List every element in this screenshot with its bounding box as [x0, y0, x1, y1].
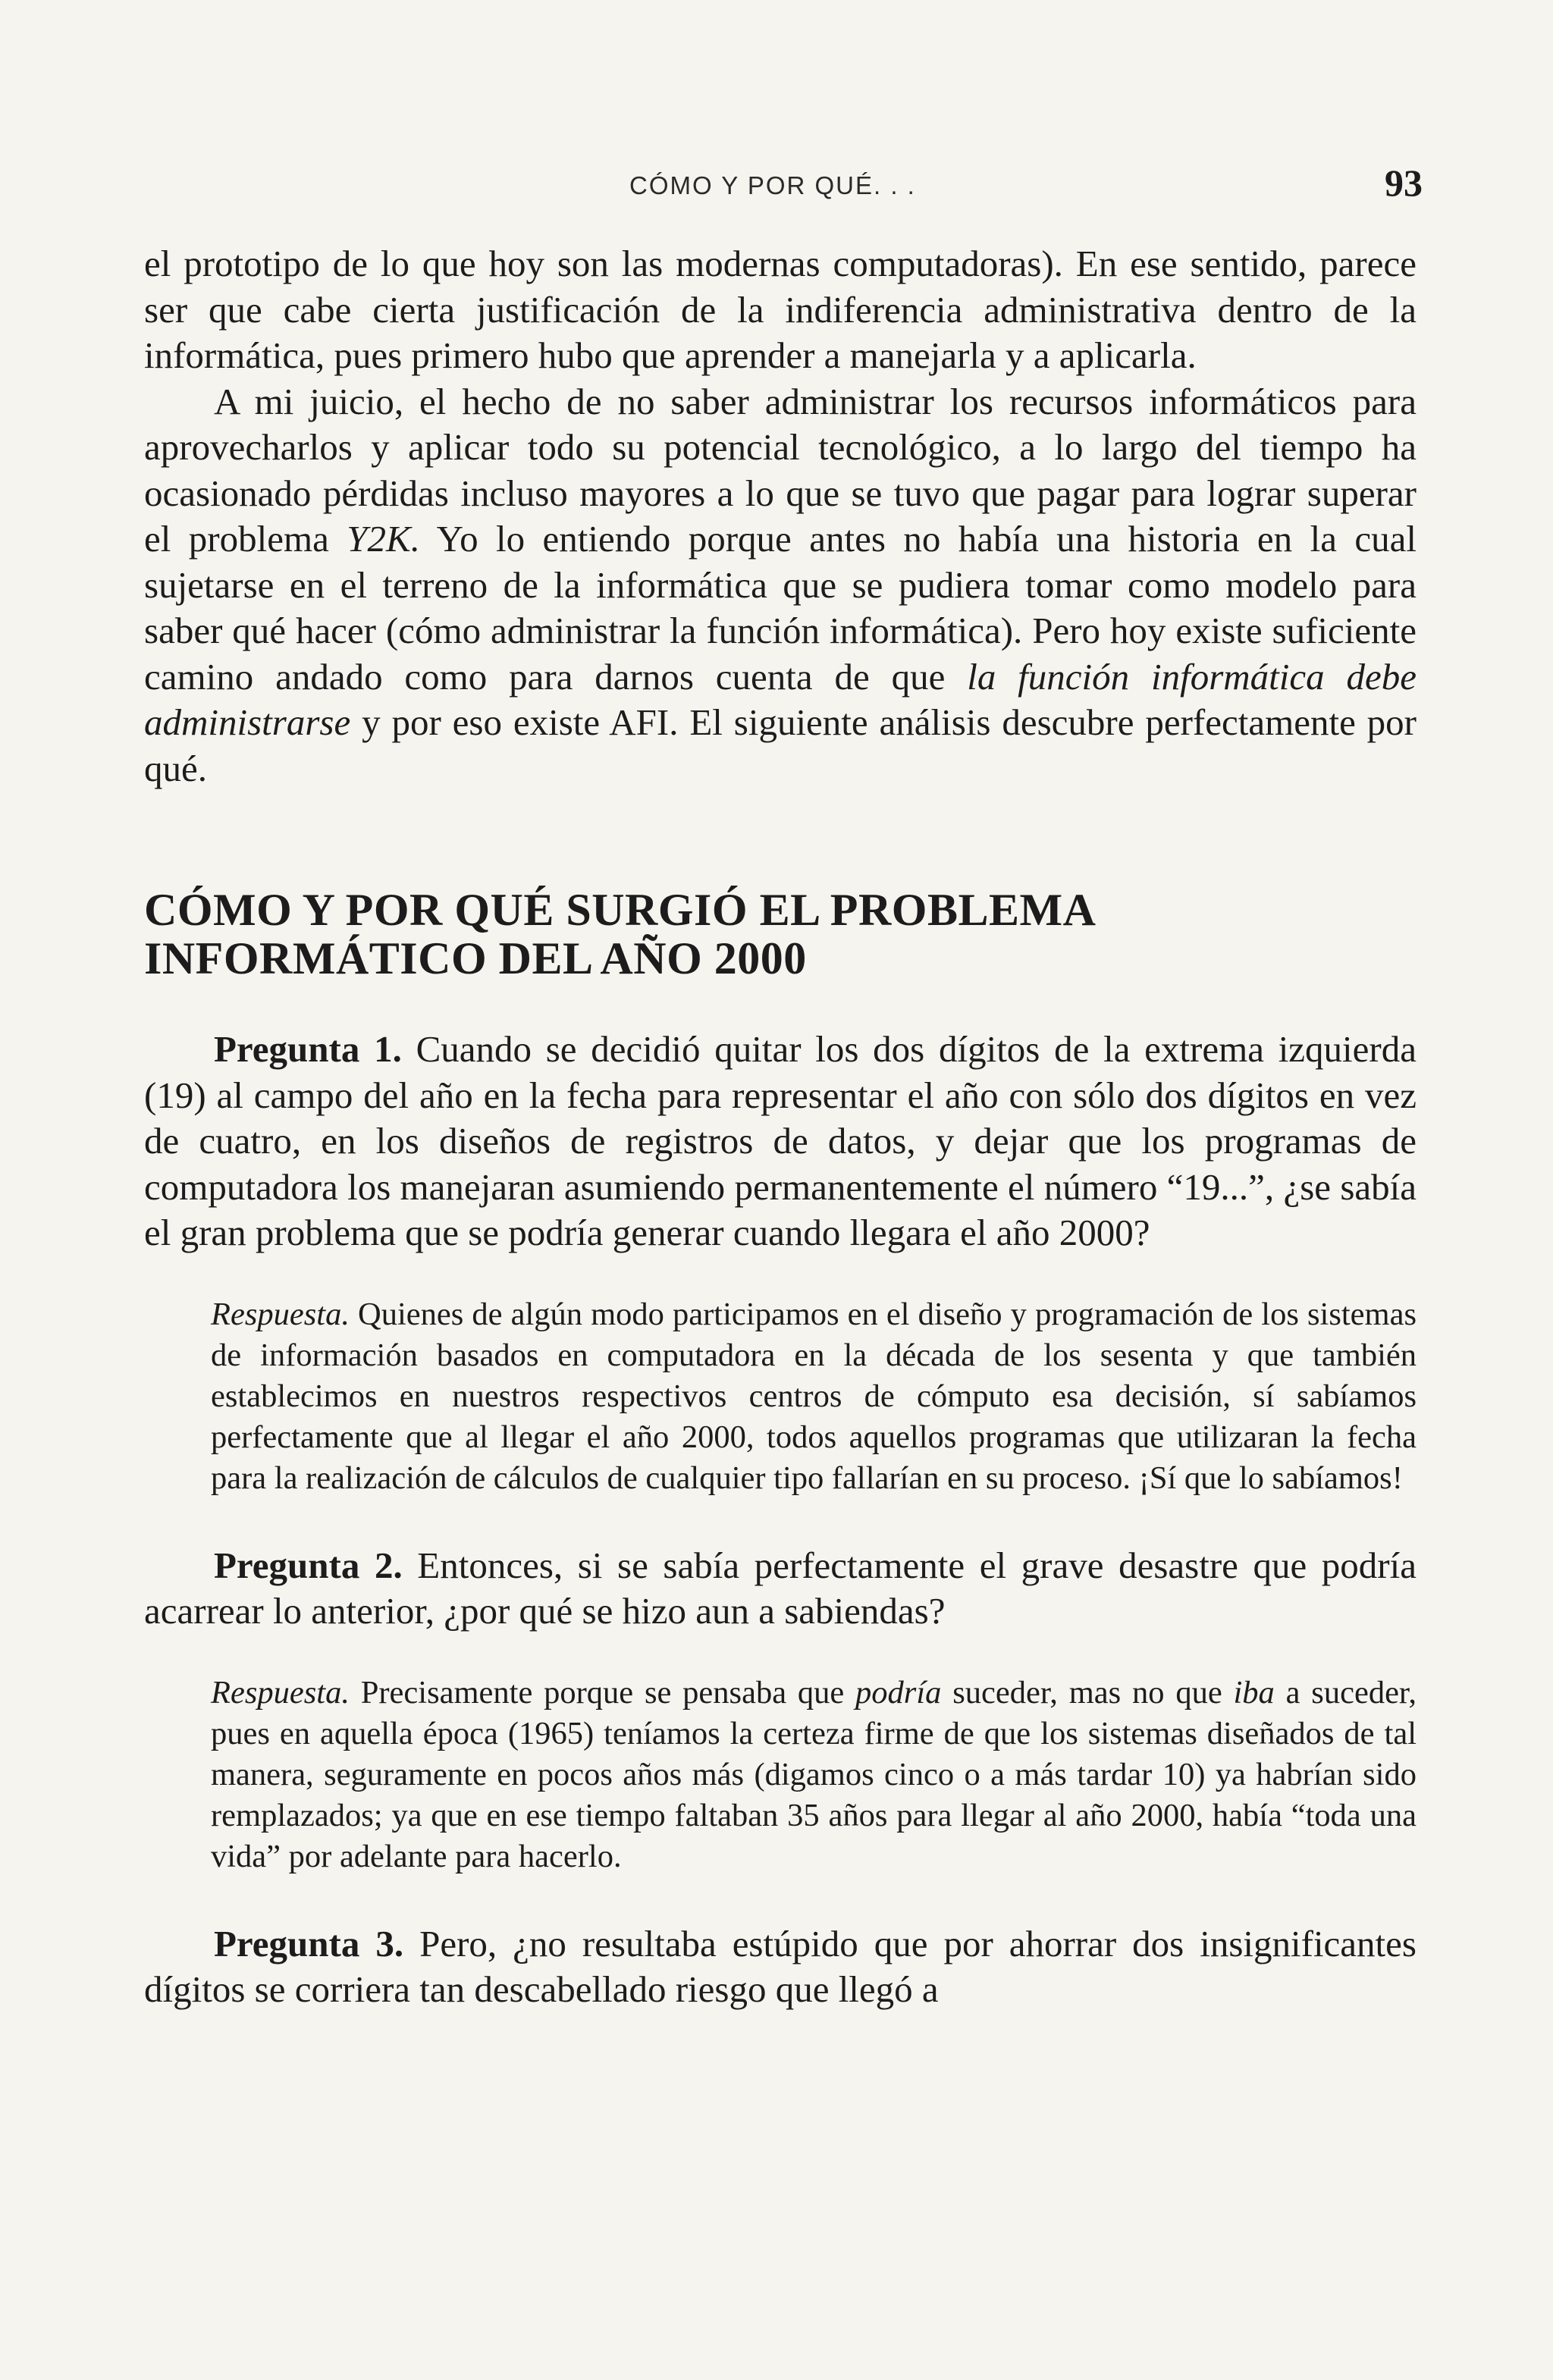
- emphasis-phrase: la función informática debe administrarse: [144, 655, 1417, 743]
- answer-2: [211, 1673, 1417, 1877]
- answer-1-text: Quienes de algún modo participamos en el diseño y programación de los sistemas de información basados en computadora en la década de los sesenta y que también establecimos en nuestros respectivos centros de cómputo esa decisión, sí sabíamos perfectamente que al llegar el año 2000, todos aquellos programas que utilizaran la fecha para la realización de cálculos de cualquier tipo fallarían en su proceso. ¡Sí que lo sabíamos!: [211, 1296, 1417, 1496]
- question-1-label: Pregunta 1.: [214, 1028, 402, 1070]
- paragraph-2-part-a: A mi juicio, el hecho de no saber administrar los recursos informáticos para aprovecharlos y aplicar todo su potencial tecnológico, a lo largo del tiempo ha ocasionado pérdidas incluso mayores a lo que se tuvo que pagar para lograr superar el problema: [144, 380, 1417, 560]
- page-body: [144, 241, 1417, 2013]
- paragraph-1: el prototipo de lo que hoy son las modernas computadoras). En ese sentido, parece ser que cabe cierta justificación de la indiferencia administrativa dentro de la informática, pues primero hubo que aprender a manejarla y a aplicarla.: [144, 243, 1417, 376]
- paragraph-2-part-c: y por eso existe AFI. El siguiente análisis descubre perfectamente por qué.: [144, 701, 1417, 789]
- question-2: [144, 1543, 1417, 1635]
- question-3: [144, 1921, 1417, 2013]
- question-1-text: Cuando se decidió quitar los dos dígitos de la extrema izquierda (19) al campo del año en la fecha para representar el año con sólo dos dígitos en vez de cuatro, en los diseños de registros de datos, y dejar que los programas de computadora los manejaran asumiendo permanentemente el número “19...”, ¿se sabía el gran problema que se podría generar cuando llegara el año 2000?: [144, 1028, 1417, 1253]
- question-1: [144, 1027, 1417, 1256]
- running-head: CÓMO Y POR QUÉ. . .: [629, 171, 916, 199]
- answer-2-part-b: suceder, mas no que: [941, 1674, 1234, 1711]
- answer-2-em-podria: podría: [855, 1674, 942, 1711]
- y2k-term: Y2K.: [347, 518, 420, 560]
- answer-2-part-c: a suceder, pues en aquella época (1965) teníamos la certeza firme de que los sistemas diseñados de tal manera, seguramente en pocos años más (digamos cinco o a más tardar 10) ya habrían sido remplazados; ya que en ese tiempo faltaban 35 años para llegar al año 2000, había “toda una vida” por adelante para hacerlo.: [211, 1674, 1417, 1874]
- question-2-label: Pregunta 2.: [214, 1544, 403, 1586]
- section-heading-line-2: INFORMÁTICO DEL AÑO 2000: [144, 933, 807, 983]
- question-3-label: Pregunta 3.: [214, 1922, 404, 1965]
- paragraph-2-part-b: Yo lo entiendo porque antes no había una historia en la cual sujetarse en el terreno de la informática que se pudiera tomar como modelo para saber qué hacer (cómo administrar la función informática). Pero hoy existe suficiente camino andado como para darnos cuenta de que: [144, 518, 1417, 698]
- answer-1: [211, 1294, 1417, 1499]
- answer-2-part-a: Precisamente porque se pensaba que: [349, 1674, 856, 1711]
- paragraph-2: [144, 379, 1417, 792]
- page-number: 93: [1385, 161, 1423, 204]
- question-3-text: Pero, ¿no resultaba estúpido que por ahorrar dos insignificantes dígitos se corriera tan descabellado riesgo que llegó a: [144, 1922, 1417, 2010]
- section-heading-line-1: CÓMO Y POR QUÉ SURGIÓ EL PROBLEMA: [144, 885, 1097, 935]
- answer-2-em-iba: iba: [1233, 1674, 1275, 1711]
- question-2-text: Entonces, si se sabía perfectamente el grave desastre que podría acarrear lo anterior, ¿por qué se hizo aun a sabiendas?: [144, 1544, 1417, 1632]
- answer-1-lead: Respuesta.: [211, 1296, 350, 1332]
- section-heading: [144, 886, 1282, 983]
- answer-2-lead: Respuesta.: [211, 1674, 350, 1711]
